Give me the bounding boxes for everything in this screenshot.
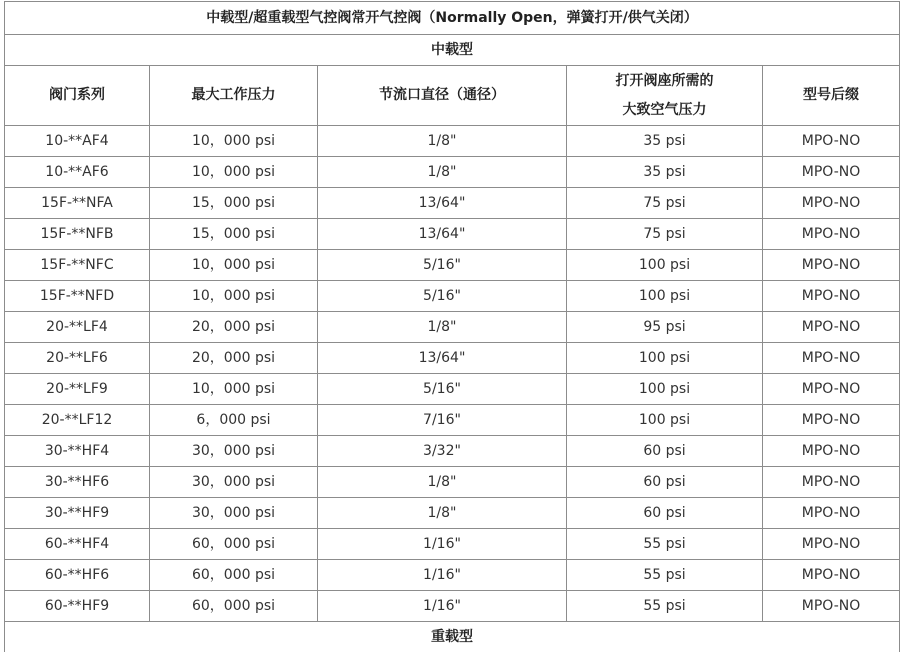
cell-series: 15F-**NFC: [5, 250, 150, 281]
cell-suffix: MPO-NO: [763, 529, 900, 560]
cell-suffix: MPO-NO: [763, 188, 900, 219]
table-row: [5, 529, 900, 560]
cell-max-pressure: 30，000 psi: [150, 436, 318, 467]
cell-suffix: MPO-NO: [763, 560, 900, 591]
cell-series: 20-**LF4: [5, 312, 150, 343]
table-row: [5, 467, 900, 498]
cell-max-pressure: 10，000 psi: [150, 374, 318, 405]
header-air-pressure-line1: 打开阀座所需的: [571, 73, 758, 90]
cell-max-pressure: 6，000 psi: [150, 405, 318, 436]
header-series: 阀门系列: [5, 66, 150, 126]
section-row-heavy: [5, 622, 900, 652]
valve-spec-table: [4, 1, 900, 652]
table-row: [5, 343, 900, 374]
cell-suffix: MPO-NO: [763, 250, 900, 281]
cell-series: 30-**HF6: [5, 467, 150, 498]
cell-max-pressure: 60，000 psi: [150, 560, 318, 591]
cell-air-pressure: 75 psi: [567, 219, 763, 250]
section-title-heavy: 重载型: [5, 622, 900, 652]
cell-max-pressure: 10，000 psi: [150, 157, 318, 188]
table-title: 中载型/超重载型气控阀常开气控阀（Normally Open，弹簧打开/供气关闭）: [5, 2, 900, 35]
cell-air-pressure: 55 psi: [567, 560, 763, 591]
cell-orifice: 1/8": [318, 312, 567, 343]
cell-series: 20-**LF12: [5, 405, 150, 436]
cell-suffix: MPO-NO: [763, 343, 900, 374]
cell-max-pressure: 15，000 psi: [150, 219, 318, 250]
section-title-medium: 中载型: [5, 35, 900, 66]
cell-suffix: MPO-NO: [763, 281, 900, 312]
cell-air-pressure: 55 psi: [567, 591, 763, 622]
column-header-row: [5, 66, 900, 126]
table-row: [5, 498, 900, 529]
cell-orifice: 7/16": [318, 405, 567, 436]
header-max-pressure: 最大工作压力: [150, 66, 318, 126]
cell-max-pressure: 10，000 psi: [150, 281, 318, 312]
cell-air-pressure: 100 psi: [567, 281, 763, 312]
table-row: [5, 591, 900, 622]
header-air-pressure-line2: 大致空气压力: [571, 102, 758, 119]
cell-series: 30-**HF4: [5, 436, 150, 467]
table-row: [5, 281, 900, 312]
table-row: [5, 219, 900, 250]
table-row: [5, 405, 900, 436]
table-row: [5, 188, 900, 219]
cell-orifice: 1/16": [318, 591, 567, 622]
cell-air-pressure: 60 psi: [567, 436, 763, 467]
cell-series: 10-**AF6: [5, 157, 150, 188]
cell-air-pressure: 95 psi: [567, 312, 763, 343]
table-row: [5, 374, 900, 405]
cell-orifice: 1/8": [318, 467, 567, 498]
cell-air-pressure: 100 psi: [567, 250, 763, 281]
cell-air-pressure: 35 psi: [567, 126, 763, 157]
cell-max-pressure: 15，000 psi: [150, 188, 318, 219]
cell-series: 60-**HF9: [5, 591, 150, 622]
section-row-medium: [5, 35, 900, 66]
cell-air-pressure: 100 psi: [567, 374, 763, 405]
cell-series: 15F-**NFA: [5, 188, 150, 219]
cell-orifice: 1/16": [318, 529, 567, 560]
header-orifice: 节流口直径（通径）: [318, 66, 567, 126]
cell-max-pressure: 30，000 psi: [150, 467, 318, 498]
cell-orifice: 5/16": [318, 374, 567, 405]
cell-max-pressure: 10，000 psi: [150, 250, 318, 281]
cell-air-pressure: 60 psi: [567, 498, 763, 529]
cell-suffix: MPO-NO: [763, 312, 900, 343]
table-row: [5, 126, 900, 157]
cell-series: 60-**HF4: [5, 529, 150, 560]
table-row: [5, 436, 900, 467]
cell-orifice: 5/16": [318, 281, 567, 312]
table-row: [5, 312, 900, 343]
cell-suffix: MPO-NO: [763, 591, 900, 622]
cell-orifice: 1/8": [318, 157, 567, 188]
cell-max-pressure: 20，000 psi: [150, 343, 318, 374]
cell-orifice: 1/16": [318, 560, 567, 591]
cell-max-pressure: 60，000 psi: [150, 591, 318, 622]
cell-orifice: 3/32": [318, 436, 567, 467]
cell-series: 20-**LF9: [5, 374, 150, 405]
table-row: [5, 560, 900, 591]
cell-air-pressure: 55 psi: [567, 529, 763, 560]
header-air-pressure: [567, 66, 763, 126]
cell-suffix: MPO-NO: [763, 405, 900, 436]
cell-max-pressure: 20，000 psi: [150, 312, 318, 343]
table-row: [5, 157, 900, 188]
cell-air-pressure: 60 psi: [567, 467, 763, 498]
cell-orifice: 13/64": [318, 219, 567, 250]
cell-orifice: 1/8": [318, 498, 567, 529]
cell-air-pressure: 100 psi: [567, 405, 763, 436]
cell-air-pressure: 100 psi: [567, 343, 763, 374]
cell-air-pressure: 75 psi: [567, 188, 763, 219]
table-title-row: [5, 2, 900, 35]
cell-series: 10-**AF4: [5, 126, 150, 157]
cell-orifice: 5/16": [318, 250, 567, 281]
cell-suffix: MPO-NO: [763, 436, 900, 467]
cell-suffix: MPO-NO: [763, 374, 900, 405]
table-body: [5, 2, 900, 652]
cell-orifice: 1/8": [318, 126, 567, 157]
cell-suffix: MPO-NO: [763, 219, 900, 250]
cell-series: 15F-**NFD: [5, 281, 150, 312]
table-row: [5, 250, 900, 281]
cell-max-pressure: 10，000 psi: [150, 126, 318, 157]
cell-max-pressure: 60，000 psi: [150, 529, 318, 560]
cell-orifice: 13/64": [318, 188, 567, 219]
header-suffix: 型号后缀: [763, 66, 900, 126]
cell-air-pressure: 35 psi: [567, 157, 763, 188]
cell-suffix: MPO-NO: [763, 498, 900, 529]
cell-series: 60-**HF6: [5, 560, 150, 591]
cell-suffix: MPO-NO: [763, 467, 900, 498]
cell-series: 20-**LF6: [5, 343, 150, 374]
cell-suffix: MPO-NO: [763, 126, 900, 157]
cell-series: 15F-**NFB: [5, 219, 150, 250]
cell-suffix: MPO-NO: [763, 157, 900, 188]
cell-series: 30-**HF9: [5, 498, 150, 529]
cell-orifice: 13/64": [318, 343, 567, 374]
cell-max-pressure: 30，000 psi: [150, 498, 318, 529]
